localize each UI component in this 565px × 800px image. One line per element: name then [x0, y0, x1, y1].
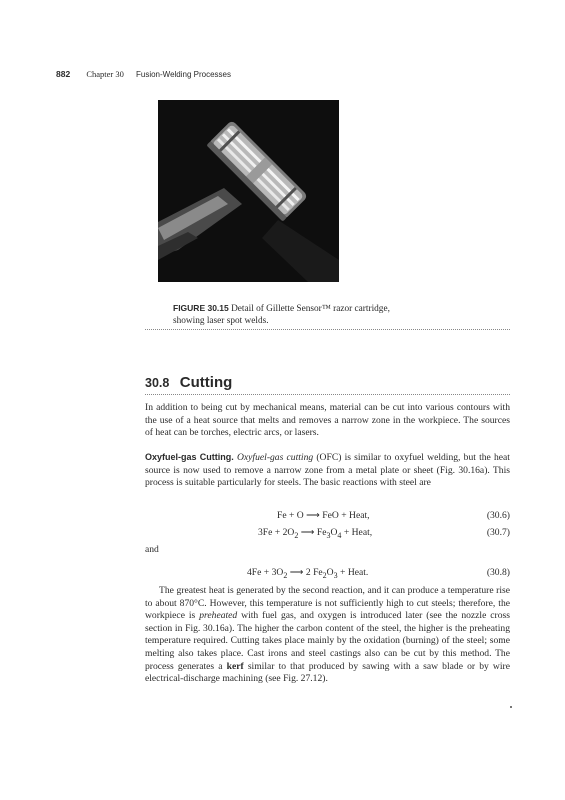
- figure-caption: [173, 302, 403, 327]
- figure-divider: [145, 329, 510, 330]
- oxyfuel-text: (OFC) is similar to oxyfuel welding, but the heat source is now used to remove a narrow zone from a metal plate or sheet (Fig. 30.16a). This process is suitable particularly for steels. The basic reactions with steel are: [145, 452, 510, 489]
- equation-30-7: $3Fe + 2O_2$ ⟶ $Fe_3O_4$ + Heat,: [258, 527, 373, 540]
- figure-photo: [158, 100, 339, 282]
- runin-heading: Oxyfuel-gas Cutting.: [145, 452, 234, 462]
- paragraph-text: The greatest heat is generated by the second reaction, and it can produce a temperature rise to about 870°C. However, this temperature is not sufficiently high to cut steels; therefore, the workpiece is: [145, 585, 510, 622]
- term-preheated: preheated: [199, 610, 238, 622]
- section-title: Cutting: [179, 374, 233, 391]
- figure-label: FIGURE 30.15: [173, 303, 229, 313]
- equation-30-6: Fe + O ⟶ FeO + Heat,: [277, 510, 370, 521]
- term-ofc: Oxyfuel-gas cutting: [236, 452, 314, 463]
- paragraph-text: with fuel gas, and oxygen is introduced later (see the nozzle cross section in Fig. 30.16a). The higher the carbon content of the steel, the higher is the preheating temperature required. Cutting takes place mainly by the oxidation (burning) of the steel; some melting also takes place. Cast irons and steel castings also can be cut by this method. The process generates a: [145, 610, 510, 672]
- equation-number: (30.7): [486, 527, 510, 538]
- section-heading: [145, 374, 232, 392]
- and-word: and: [145, 544, 159, 555]
- term-kerf: kerf: [226, 660, 244, 672]
- razor-cartridge-image: [158, 100, 339, 282]
- paragraph-text: similar to that produced by sawing with a saw blade or by wire electrical-discharge machining (see Fig. 27.12).: [145, 660, 510, 685]
- section-rule: [145, 394, 510, 395]
- page-mark: [510, 706, 512, 708]
- section-number: 30.8: [145, 376, 170, 390]
- running-head: [56, 69, 231, 79]
- paragraph-intro: In addition to being cut by mechanical means, material can be cut into various contours with the use of a heat source that melts and removes a narrow zone in the workpiece. The sources of heat can be torches, electric arcs, or lasers.: [145, 402, 510, 439]
- figure-caption-text: Detail of Gillette Sensor™ razor cartridge, showing laser spot welds.: [173, 304, 390, 326]
- chapter-label: Chapter 30: [86, 69, 124, 79]
- chapter-title: Fusion-Welding Processes: [135, 70, 231, 79]
- paragraph-heat: [145, 585, 510, 686]
- equation-30-8: $4Fe + 3O_2$ ⟶ 2 $Fe_2O_3$ + Heat.: [247, 567, 369, 580]
- paragraph-oxyfuel: [145, 451, 510, 490]
- equation-number: (30.6): [486, 510, 510, 521]
- page-number: 882: [56, 69, 71, 79]
- equation-number: (30.8): [486, 567, 510, 578]
